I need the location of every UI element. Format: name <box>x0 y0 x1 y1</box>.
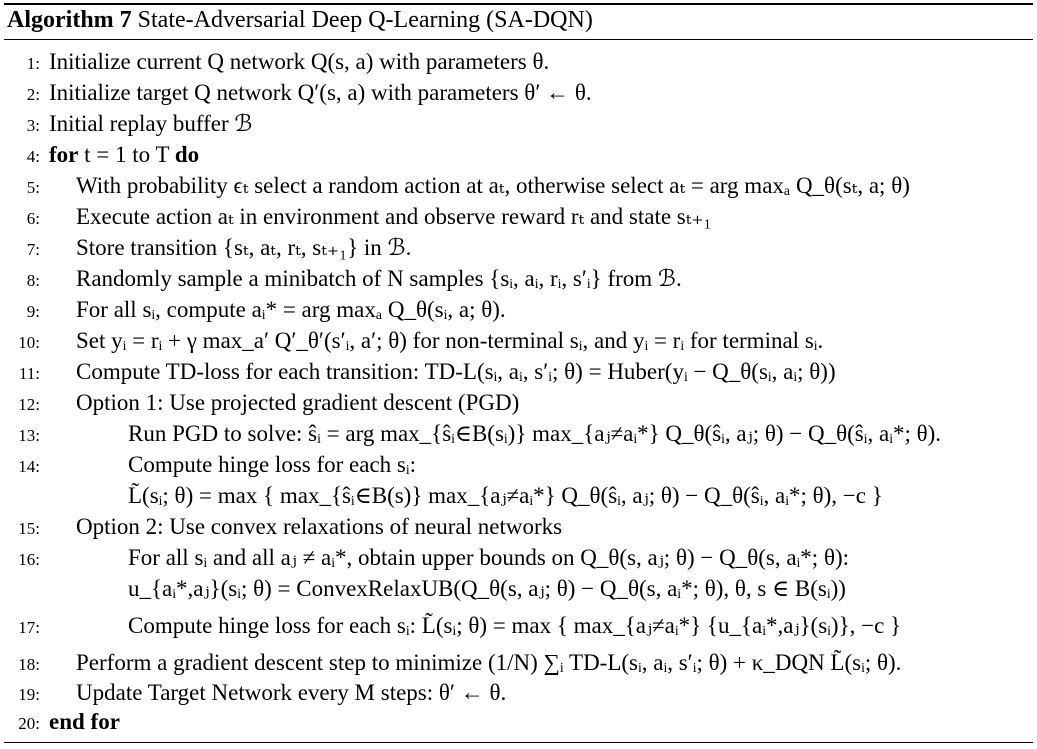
keyword-for: for <box>49 142 79 167</box>
line-text-for <box>49 142 199 168</box>
line-text: Initial replay buffer ℬ <box>49 111 253 136</box>
caption-rule <box>4 39 1033 40</box>
loop-range: t = 1 to T <box>84 142 170 167</box>
algorithm-label: Algorithm 7 <box>7 7 132 33</box>
algorithm-line-20 <box>4 709 1033 740</box>
keyword-do: do <box>174 142 200 167</box>
algorithm-line-14 <box>4 452 1033 483</box>
algorithm-line-5 <box>4 173 1033 204</box>
line-text: Run PGD to solve: ŝᵢ = arg max_{ŝᵢ∈B(sᵢ)} max_{aⱼ≠aᵢ*} Q_θ(ŝᵢ, aⱼ; θ) − Q_θ(ŝᵢ, aᵢ*; θ). <box>128 421 942 446</box>
line-number: 10: <box>18 333 40 352</box>
algorithm-caption <box>7 7 593 34</box>
algorithm-line-11 <box>4 359 1033 390</box>
algorithm-line-1 <box>4 49 1033 80</box>
algorithm-line-16-cont <box>4 576 1033 607</box>
line-text: Option 1: Use projected gradient descent (PGD) <box>76 390 520 415</box>
line-text: Option 2: Use convex relaxations of neural networks <box>76 514 563 539</box>
line-text: Update Target Network every M steps: θ′ ← θ. <box>76 680 507 705</box>
line-number: 9: <box>26 302 40 321</box>
algorithm-box <box>4 3 1033 743</box>
line-number: 18: <box>18 655 40 674</box>
line-number: 15: <box>18 519 40 538</box>
keyword-end-for: end for <box>49 709 120 734</box>
algorithm-line-12 <box>4 390 1033 421</box>
line-text: With probability ϵₜ select a random action at aₜ, otherwise select aₜ = arg maxₐ Q_θ(sₜ, a; θ) <box>76 173 910 198</box>
algorithm-line-13 <box>4 421 1033 452</box>
line-number: 16: <box>18 550 40 569</box>
algorithm-line-4 <box>4 142 1033 173</box>
line-text: For all sᵢ and all aⱼ ≠ aᵢ*, obtain upper bounds on Q_θ(s, aⱼ; θ) − Q_θ(s, aᵢ*; θ): <box>128 545 850 570</box>
algorithm-title: State-Adversarial Deep Q-Learning (SA-DQN) <box>137 7 593 33</box>
line-number: 17: <box>18 618 40 637</box>
line-text: u_{aᵢ*,aⱼ}(sᵢ; θ) = ConvexRelaxUB(Q_θ(s, aⱼ; θ) − Q_θ(s, aᵢ*; θ), θ, s ∈ B(sᵢ)) <box>128 576 846 601</box>
algorithm-line-10 <box>4 328 1033 359</box>
algorithm-line-3 <box>4 111 1033 142</box>
algorithm-line-9 <box>4 297 1033 328</box>
algorithm-line-7 <box>4 235 1033 266</box>
line-number: 20: <box>18 714 40 733</box>
line-number: 13: <box>18 426 40 445</box>
line-text: Store transition {sₜ, aₜ, rₜ, sₜ₊₁} in ℬ. <box>76 235 412 260</box>
line-number: 14: <box>18 457 40 476</box>
line-text: For all sᵢ, compute aᵢ* = arg maxₐ Q_θ(sᵢ, a; θ). <box>76 297 506 322</box>
line-number: 7: <box>26 240 40 259</box>
algorithm-line-15 <box>4 514 1033 545</box>
line-number: 6: <box>26 209 40 228</box>
algorithm-line-2 <box>4 80 1033 111</box>
line-number: 5: <box>26 178 40 197</box>
algorithm-line-18 <box>4 650 1033 681</box>
line-text: Compute hinge loss for each sᵢ: <box>128 452 417 477</box>
line-number: 19: <box>18 685 40 704</box>
algorithm-line-19 <box>4 680 1033 711</box>
line-text: Randomly sample a minibatch of N samples {sᵢ, aᵢ, rᵢ, s′ᵢ} from ℬ. <box>76 266 682 291</box>
algorithm-line-16 <box>4 545 1033 576</box>
line-number: 11: <box>18 364 40 383</box>
line-text: Execute action aₜ in environment and observe reward rₜ and state sₜ₊₁ <box>76 204 712 229</box>
line-number: 12: <box>18 395 40 414</box>
line-text: Initialize current Q network Q(s, a) with parameters θ. <box>49 49 550 74</box>
line-text: L̃(sᵢ; θ) = max { max_{ŝᵢ∈B(s)} max_{aⱼ≠aᵢ*} Q_θ(ŝᵢ, aⱼ; θ) − Q_θ(ŝᵢ, aᵢ*; θ), −c } <box>128 483 883 508</box>
algorithm-line-8 <box>4 266 1033 297</box>
top-rule <box>4 3 1033 5</box>
line-text: Compute TD-loss for each transition: TD-L(sᵢ, aᵢ, s′ᵢ; θ) = Huber(yᵢ − Q_θ(sᵢ, aᵢ; θ)) <box>76 359 836 384</box>
line-text: Perform a gradient descent step to minimize (1/N) ∑ᵢ TD-L(sᵢ, aᵢ, s′ᵢ; θ) + κ_DQN L̃(sᵢ; θ). <box>76 650 902 675</box>
line-number: 8: <box>26 271 40 290</box>
line-number: 2: <box>26 85 40 104</box>
bottom-rule <box>4 742 1033 743</box>
algorithm-line-17 <box>4 613 1033 644</box>
line-number: 1: <box>26 54 40 73</box>
algorithm-line-14-cont <box>4 483 1033 514</box>
line-number: 3: <box>26 116 40 135</box>
line-text: Compute hinge loss for each sᵢ: L̃(sᵢ; θ) = max { max_{aⱼ≠aᵢ*} {u_{aᵢ*,aⱼ}(sᵢ)}, −c } <box>128 613 902 638</box>
line-number: 4: <box>26 147 40 166</box>
algorithm-line-6 <box>4 204 1033 235</box>
line-text: Set yᵢ = rᵢ + γ max_a′ Q′_θ′(s′ᵢ, a′; θ) for non-terminal sᵢ, and yᵢ = rᵢ for terminal sᵢ. <box>76 328 824 353</box>
line-text: Initialize target Q network Q′(s, a) with parameters θ′ ← θ. <box>49 80 592 105</box>
